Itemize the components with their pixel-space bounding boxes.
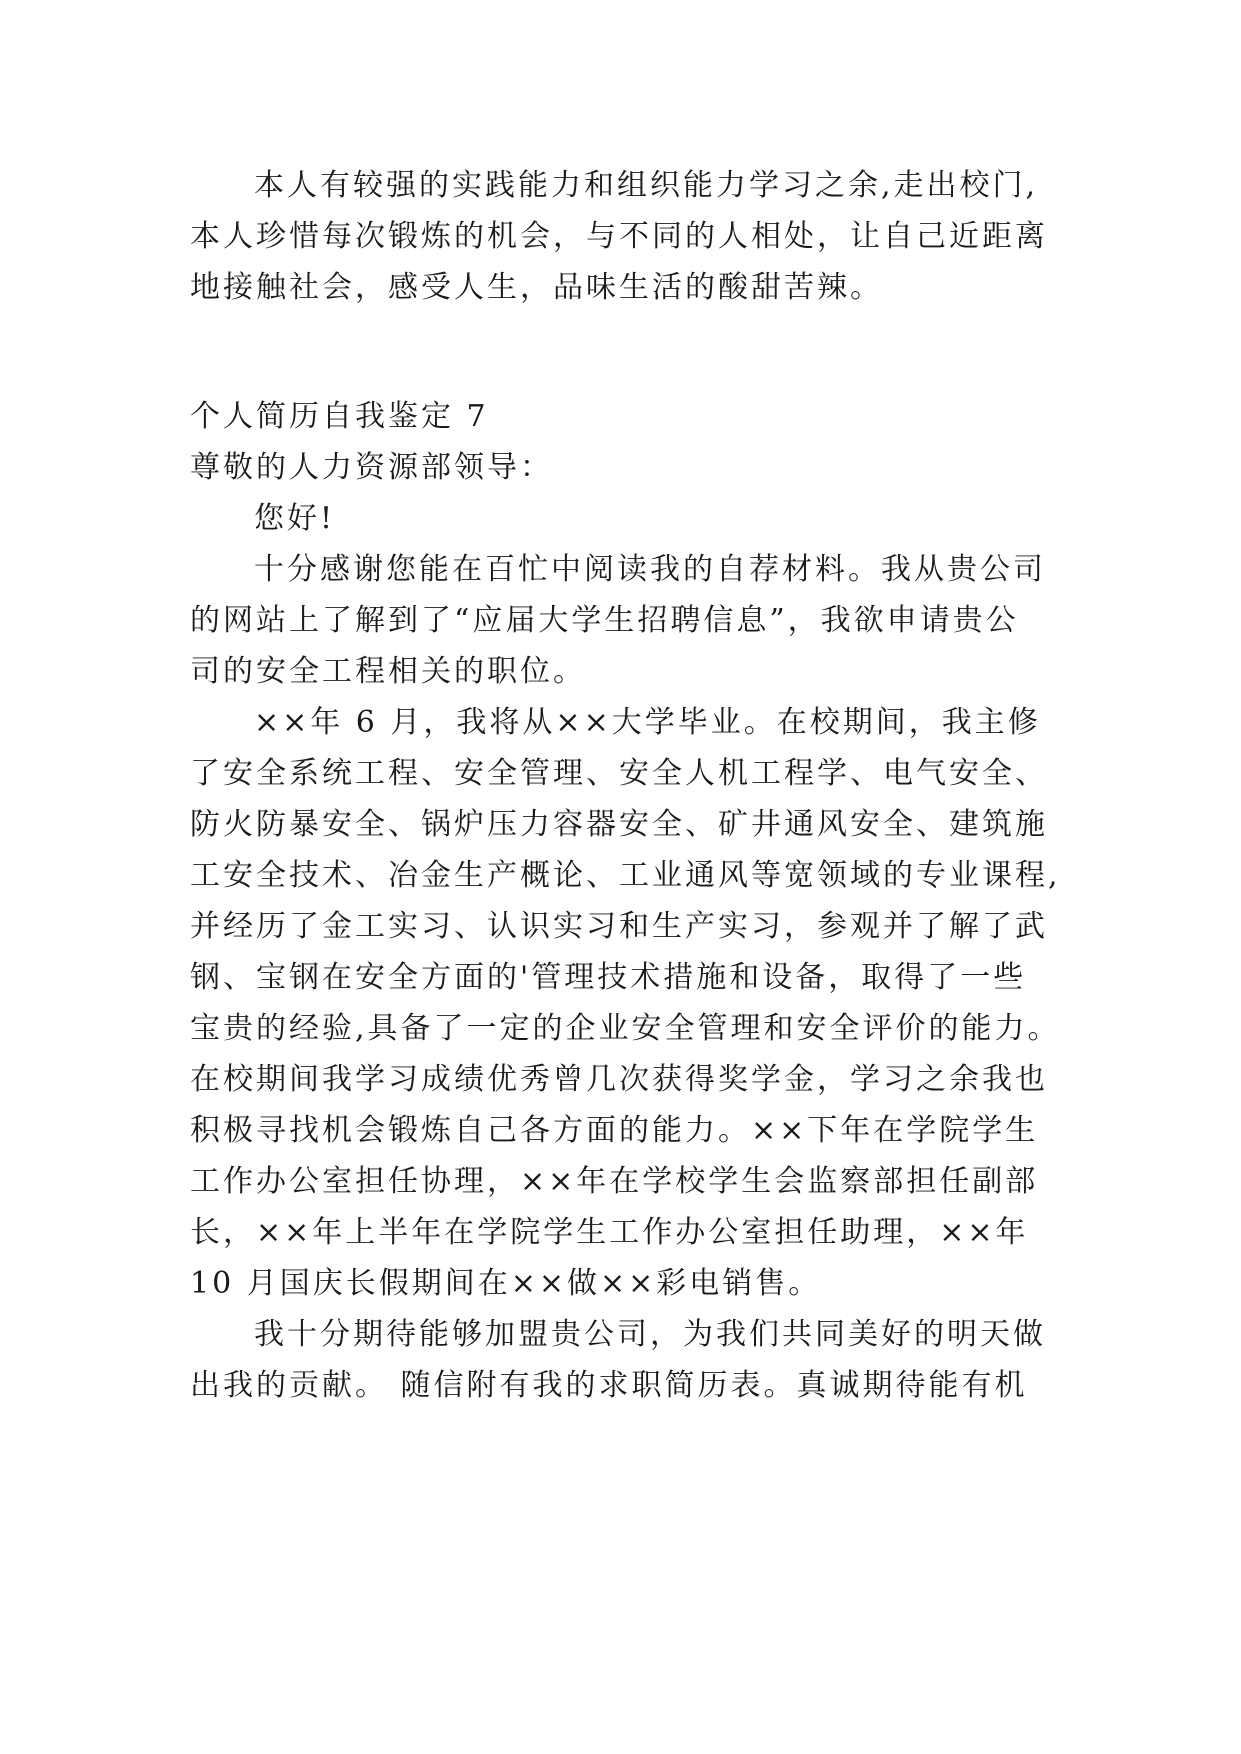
paragraph-3-line-4: 工安全技术、冶金生产概论、工业通风等宽领域的专业课程, xyxy=(190,858,1061,893)
paragraph-2-line-3: 司的安全工程相关的职位。 xyxy=(190,654,586,689)
paragraph-4-line-1: 我十分期待能够加盟贵公司，为我们共同美好的明天做 xyxy=(254,1317,1046,1352)
spacer xyxy=(190,313,1090,364)
paragraph-1-line-2: 本人珍惜每次锻炼的机会，与不同的人相处，让自己近距离 xyxy=(190,219,1048,254)
paragraph-2-line-1: 十分感谢您能在百忙中阅读我的自荐材料。我从贵公司 xyxy=(254,552,1046,587)
greeting: 您好! xyxy=(254,501,336,536)
paragraph-3-line-6: 钢、宝钢在安全方面的'管理技术措施和设备，取得了一些 xyxy=(190,960,1027,995)
paragraph-3-line-3: 防火防暴安全、锅炉压力容器安全、矿井通风安全、建筑施 xyxy=(190,807,1048,842)
paragraph-3-line-1: ××年 6 月，我将从××大学毕业。在校期间，我主修 xyxy=(254,705,1041,740)
spacer xyxy=(190,364,1090,391)
paragraph-3-line-10: 工作办公室担任协理，××年在学校学生会监察部担任副部 xyxy=(190,1164,1039,1199)
salutation: 尊敬的人力资源部领导： xyxy=(190,450,553,485)
paragraph-3-line-11: 长，××年上半年在学院学生工作办公室担任助理，××年 xyxy=(190,1215,1029,1250)
paragraph-3-line-7: 宝贵的经验,具备了一定的企业安全管理和安全评价的能力。 xyxy=(190,1011,1061,1046)
paragraph-2-line-2: 的网站上了解到了“应届大学生招聘信息”，我欲申请贵公 xyxy=(190,603,1019,638)
paragraph-4-line-2: 出我的贡献。 随信附有我的求职简历表。真诚期待能有机 xyxy=(190,1368,1028,1403)
paragraph-3-line-2: 了安全系统工程、安全管理、安全人机工程学、电气安全、 xyxy=(190,756,1048,791)
paragraph-1-line-1: 本人有较强的实践能力和组织能力学习之余,走出校门, xyxy=(254,168,1039,203)
section-heading: 个人简历自我鉴定 7 xyxy=(190,399,489,434)
paragraph-1-line-3: 地接触社会，感受人生，品味生活的酸甜苦辣。 xyxy=(190,270,883,305)
paragraph-3-line-8: 在校期间我学习成绩优秀曾几次获得奖学金，学习之余我也 xyxy=(190,1062,1048,1097)
paragraph-3-line-9: 积极寻找机会锻炼自己各方面的能力。××下年在学院学生 xyxy=(190,1113,1039,1148)
document-body xyxy=(190,160,1090,1411)
paragraph-3-line-12: 10 月国庆长假期间在××做××彩电销售。 xyxy=(190,1266,822,1301)
paragraph-3-line-5: 并经历了金工实习、认识实习和生产实习，参观并了解了武 xyxy=(190,909,1048,944)
